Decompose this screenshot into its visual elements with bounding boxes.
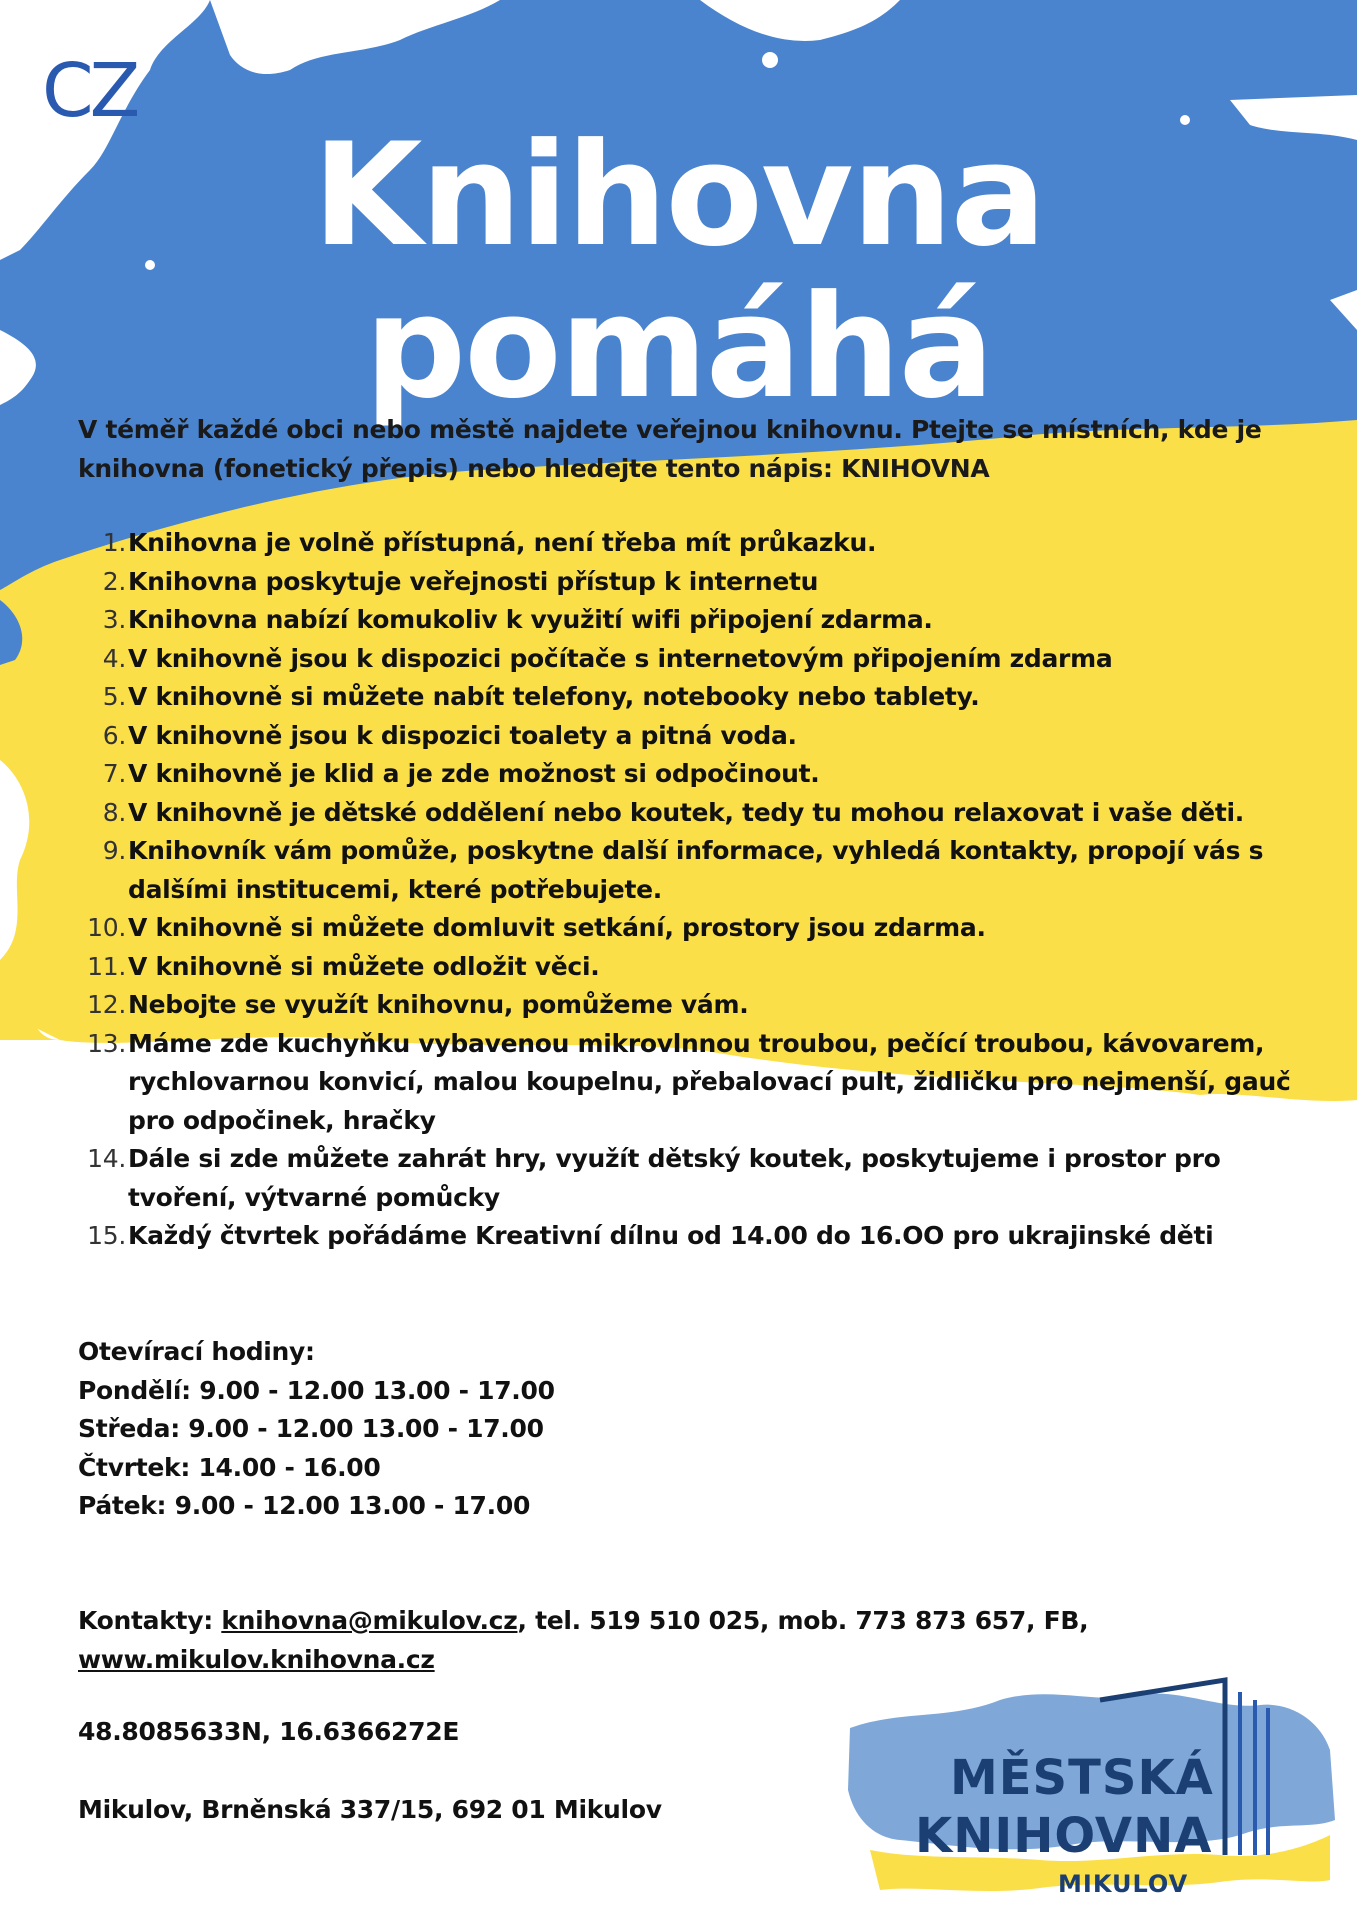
email-link[interactable]: knihovna@mikulov.cz [221,1606,518,1635]
list-item-number: 2. [102,566,126,596]
phone-numbers: , tel. 519 510 025, mob. 773 873 657, FB, [517,1606,1089,1635]
list-item-number: 13. [87,1028,126,1058]
opening-hours-row: Pátek: 9.00 - 12.00 13.00 - 17.00 [78,1491,531,1520]
title-line-2: pomáhá [364,265,993,430]
list-item [78,794,1298,833]
website-link[interactable]: www.mikulov.knihovna.cz [78,1645,435,1674]
list-item [78,640,1298,679]
list-item-number: 1. [102,528,126,557]
list-item-text: Knihovník vám pomůže, poskytne další informace, vyhledá kontakty, propojí vás s dalšími institucemi, které potřebujete. [128,836,1264,904]
list-item [78,948,1298,987]
list-item-text: V knihovně jsou k dispozici počítače s internetovým připojením zdarma [128,643,1113,673]
list-item-number: 14. [87,1144,126,1173]
list-item-text: Knihovna nabízí komukoliv k využití wifi připojení zdarma. [128,605,933,634]
list-item-text: V knihovně si můžete nabít telefony, notebooky nebo tablety. [128,682,980,711]
list-item-number: 12. [87,990,126,1019]
list-item-number: 11. [87,951,126,981]
list-item-number: 6. [102,720,126,750]
list-item-text: V knihovně je klid a je zde možnost si odpočinout. [128,759,820,788]
opening-hours-heading: Otevírací hodiny: [78,1337,315,1366]
list-item-text: V knihovně si můžete odložit věci. [128,951,600,981]
list-item [78,1140,1298,1217]
list-item-text: Dále si zde můžete zahrát hry, využít dětský koutek, poskytujeme i prostor pro tvoření, výtvarné pomůcky [128,1144,1221,1212]
list-item-text: Máme zde kuchyňku vybavenou mikrovlnnou troubou, pečící troubou, kávovarem, rychlovarnou konvicí, malou koupelnu, přebalovací pult, židličku pro nejmenší, gauč pro odpočinek, hračky [128,1028,1291,1135]
postal-address: Mikulov, Brněnská 337/15, 692 01 Mikulov [78,1795,662,1824]
list-item-number: 8. [102,797,126,827]
logo-text-line-3: MIKULOV [1058,1870,1189,1898]
list-item [78,717,1298,756]
list-item [78,601,1298,640]
opening-hours-row: Čtvrtek: 14.00 - 16.00 [78,1452,381,1482]
list-item [78,755,1298,794]
list-item-text: V knihovně je dětské oddělení nebo koutek, tedy tu mohou relaxovat i vaše děti. [128,797,1244,827]
list-item-text: V knihovně si můžete domluvit setkání, prostory jsou zdarma. [128,913,986,942]
list-item-text: Knihovna je volně přístupná, není třeba mít průkazku. [128,528,877,557]
list-item-number: 7. [102,759,126,788]
page-title [0,113,1357,430]
list-item [78,524,1298,563]
title-line-1: Knihovna [312,113,1045,278]
contacts [78,1601,1138,1679]
opening-hours-row: Pondělí: 9.00 - 12.00 13.00 - 17.00 [78,1375,555,1405]
contacts-label: Kontakty: [78,1606,222,1635]
library-logo [840,1670,1340,1915]
services-list [78,524,1298,1256]
logo-text-line-1: MĚSTSKÁ [950,1750,1214,1806]
opening-hours [78,1333,555,1526]
intro-text: V téměř každé obci nebo městě najdete veřejnou knihovnu. Ptejte se místních, kde je knihovna (fonetický přepis) nebo hledejte tento nápis: KNIHOVNA [78,415,1262,483]
list-item-number: 5. [102,682,126,711]
list-item [78,909,1298,948]
list-item [78,563,1298,602]
list-item-number: 3. [102,605,126,634]
opening-hours-row: Středa: 9.00 - 12.00 13.00 - 17.00 [78,1414,544,1443]
list-item [78,986,1298,1025]
list-item-number: 15. [87,1221,126,1250]
list-item-text: Každý čtvrtek pořádáme Kreativní dílnu od 14.00 do 16.OO pro ukrajinské děti [128,1221,1214,1250]
list-item-number: 9. [102,836,126,865]
logo-text-line-2: KNIHOVNA [915,1808,1213,1864]
language-code: CZ [42,48,137,134]
list-item [78,678,1298,717]
list-item-text: Knihovna poskytuje veřejnosti přístup k internetu [128,566,819,596]
list-item-number: 4. [102,643,126,673]
gps-coordinates: 48.8085633N, 16.6366272E [78,1717,460,1746]
list-item-number: 10. [87,913,126,942]
list-item [78,1025,1298,1141]
list-item-text: Nebojte se využít knihovnu, pomůžeme vám. [128,990,749,1019]
list-item [78,832,1298,909]
list-item-text: V knihovně jsou k dispozici toalety a pitná voda. [128,720,797,750]
list-item [78,1217,1298,1256]
